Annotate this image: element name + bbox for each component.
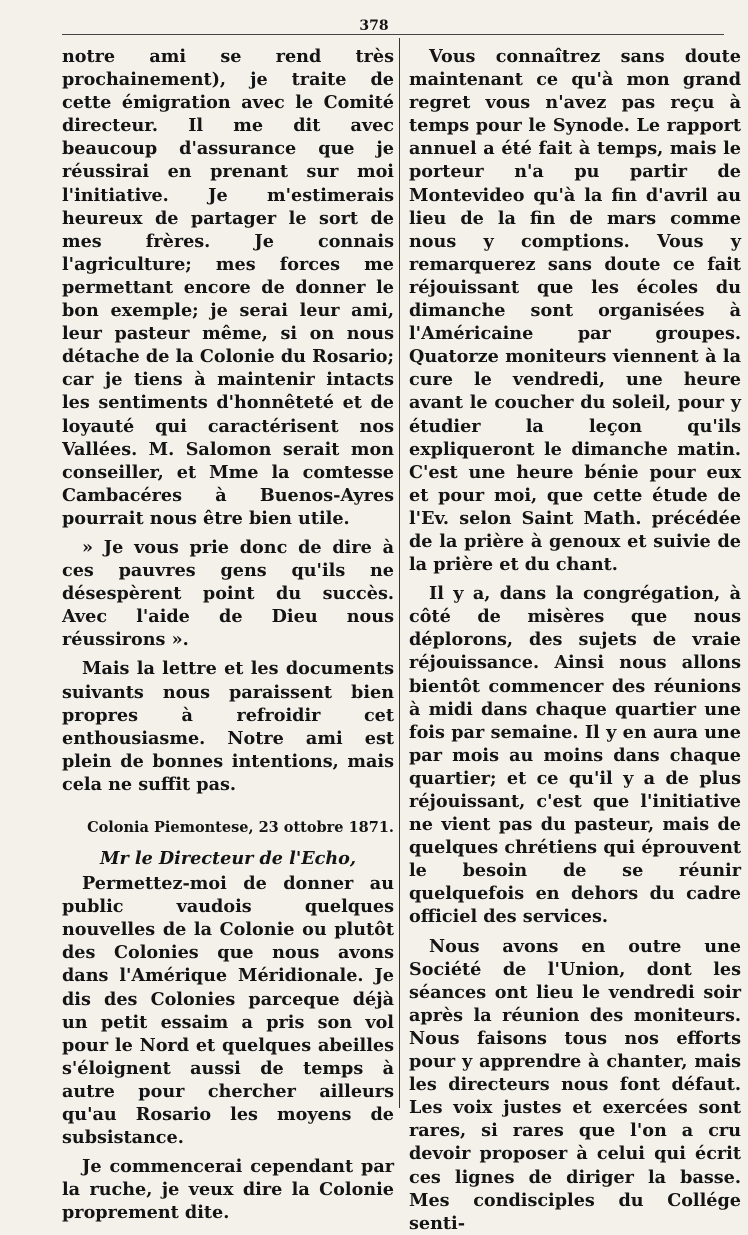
- paragraph: Nous avons en outre une Société de l'Union, dont les séances ont lieu le vendredi soir après la réunion des moniteurs. Nous faisons tous nos efforts pour y apprendre à chanter, mais les directeurs nous font défaut. Les voix justes et exercées sont rares, si rares que l'on a cru devoir proposer à celui qui écrit ces lignes de diriger la basse. Mes condisciples du Collége senti-: [409, 935, 741, 1234]
- paragraph: Je commencerai cependant par la ruche, je veux dire la Colonie proprement dite.: [62, 1156, 394, 1224]
- paragraph: Il y a, dans la congrégation, à côté de misères que nous déplorons, des sujets de vraie réjouissance. Ainsi nous allons bientôt commencer des réunions à midi dans chaque quartier une fois par semaine. Il y en aura une par mois au moins dans chaque quartier; et ce qu'il y a de plus réjouissant, c'est que l'initiative ne vient pas du pasteur, mais de quelques chrétiens qui éprouvent le besoin de se réunir quelquefois en dehors du cadre officiel des services.: [409, 583, 741, 928]
- paragraph: Permettez-moi de donner au public vaudois quelques nouvelles de la Colonie ou plutôt des Colonies que nous avons dans l'Amérique Méridionale. Je dis des Colonies parceque déjà un petit essaim a pris son vol pour le Nord et quelques abeilles s'éloignent aussi de temps à autre pour chercher ailleurs qu'au Rosario les moyens de subsistance.: [62, 873, 394, 1149]
- paragraph: Vous connaîtrez sans doute maintenant ce qu'à mon grand regret vous n'avez pas reçu à temps pour le Synode. Le rapport annuel a été fait à temps, mais le porteur n'a pu partir de Montevideo qu'à la fin d'avril au lieu de la fin de mars comme nous y comptions. Vous y remarquerez sans doute ce fait réjouissant que les écoles du dimanche sont organisées à l'Américaine par groupes. Quatorze moniteurs viennent à la cure le vendredi, une heure avant le coucher du soleil, pour y étudier la leçon qu'ils expliqueront le dimanche matin. C'est une heure bénie pour eux et pour moi, que cette étude de l'Ev. selon Saint Math. précédée de la prière à genoux et suivie de la prière et du chant.: [409, 46, 741, 576]
- right-column: [409, 45, 741, 1235]
- letter-dateline: Colonia Piemontese, 23 ottobre 1871.: [87, 819, 394, 836]
- paragraph: Mais la lettre et les documents suivants nous paraissent bien propres à refroidir cet enthousiasme. Notre ami est plein de bonnes intentions, mais cela ne suffit pas.: [62, 658, 394, 795]
- left-column: [62, 45, 394, 1225]
- letter-salutation: Mr le Directeur de l'Echo,: [100, 848, 356, 869]
- paragraph: » Je vous prie donc de dire à ces pauvres gens qu'ils ne désespèrent point du succès. Avec l'aide de Dieu nous réussirons ».: [62, 536, 394, 651]
- paragraph: notre ami se rend très prochainement), je traite de cette émigration avec le Comité directeur. Il me dit avec beaucoup d'assurance que je réussirai en prenant sur moi l'initiative. Je m'estimerais heureux de partager le sort de mes frères. Je connais l'agriculture; mes forces me permettant encore de donner le bon exemple; je serai leur ami, leur pasteur même, si on nous détache de la Colonie du Rosario; car je tiens à maintenir intacts les sentiments d'honnêteté et de loyauté qui caractérisent nos Vallées. M. Salomon serait mon conseiller, et Mme la comtesse Cambacéres à Buenos-Ayres pourrait nous être bien utile.: [62, 46, 394, 529]
- column-divider: [399, 38, 400, 1108]
- header-rule: [62, 34, 724, 35]
- page-number: 378: [359, 18, 389, 34]
